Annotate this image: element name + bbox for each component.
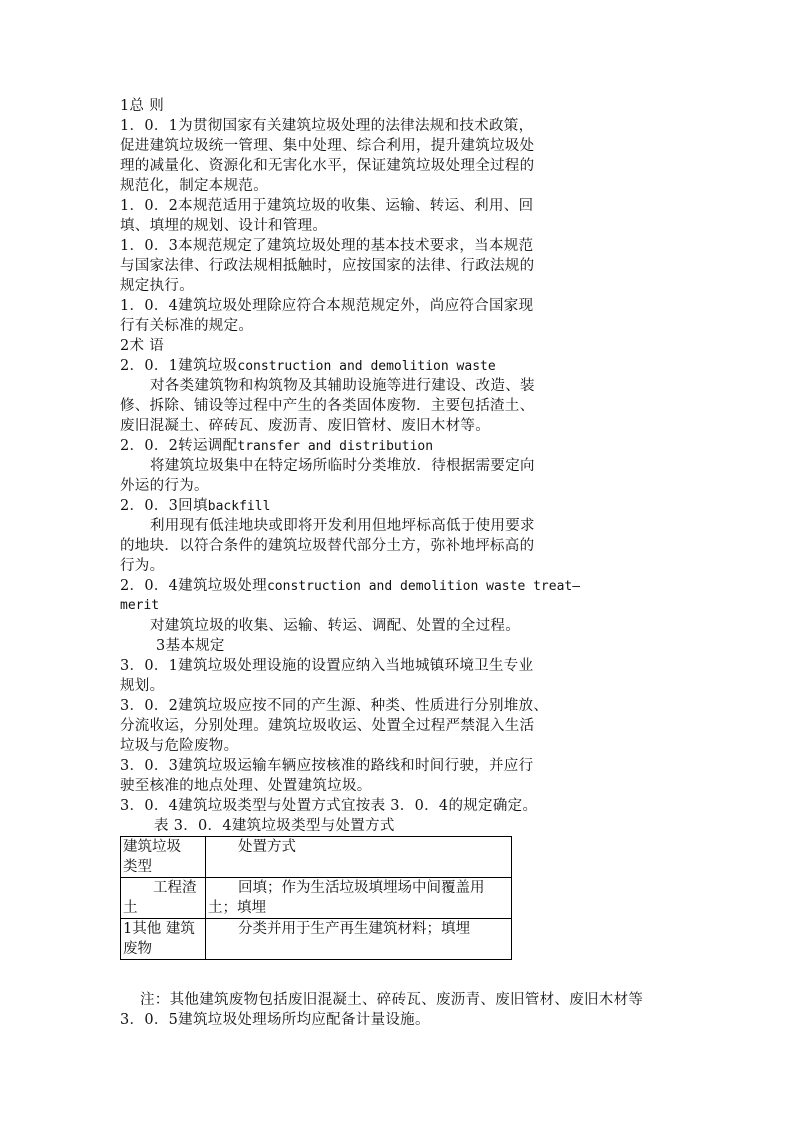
cell-text: 土；填埋 <box>208 900 266 916</box>
table-header-cell <box>206 837 512 878</box>
text-line: 驶至核准的地点处理、处置建筑垃圾。 <box>120 778 372 794</box>
clause-3-0-1: 3．0．1建筑垃圾处理设施的设置应纳入当地城镇环境卫生专业 <box>120 658 534 674</box>
table-cell <box>121 919 206 960</box>
term-def: 对建筑垃圾的收集、运输、转运、调配、处置的全过程。 <box>150 618 520 634</box>
table-cell <box>121 878 206 919</box>
text-line: 垃圾与危险废物。 <box>120 738 239 754</box>
clause-1-0-1: 1．0．1为贯彻国家有关建筑垃圾处理的法律法规和技术政策， <box>120 118 534 134</box>
clause-1-0-2: 1．0．2本规范适用于建筑垃圾的收集、运输、转运、利用、回 <box>120 198 534 214</box>
term-cn: 2．0．4建筑垃圾处理 <box>120 578 267 594</box>
text-line: 促进建筑垃圾统一管理、集中处理、综合利用，提升建筑垃圾处 <box>120 138 535 154</box>
clause-3-0-3: 3．0．3建筑垃圾运输车辆应按核准的路线和时间行驶，并应行 <box>120 758 534 774</box>
document-page <box>120 96 700 1030</box>
term-cn: 2．0．2转运调配 <box>120 438 238 454</box>
chapter-3-title: 3基本规定 <box>156 638 225 654</box>
term-def: 外运的行为。 <box>120 478 209 494</box>
term-en: transfer and distribution <box>237 439 434 454</box>
table-cell <box>206 919 512 960</box>
cell-text: 废物 <box>123 941 152 957</box>
chapter-2-title: 2术 语 <box>120 338 165 354</box>
cell-text: 工程渣 <box>153 880 197 896</box>
waste-type-table <box>120 836 512 960</box>
term-def: 利用现有低洼地块或即将开发利用但地坪标高低于使用要求 <box>150 518 535 534</box>
term-en: construction and demolition waste <box>237 359 496 374</box>
text-line: 规范化，制定本规范。 <box>120 178 268 194</box>
term-def: 将建筑垃圾集中在特定场所临时分类堆放．待根据需要定向 <box>150 458 535 474</box>
cell-text: 土 <box>123 900 138 916</box>
text-line: 填、填埋的规划、设计和管理。 <box>120 218 328 234</box>
header-text: 处置方式 <box>238 839 296 855</box>
clause-1-0-3: 1．0．3本规范规定了建筑垃圾处理的基本技术要求，当本规范 <box>120 238 534 254</box>
term-en-cont: merit <box>120 598 160 613</box>
term-2-0-4-head <box>120 576 700 596</box>
term-cn: 2．0．3回填 <box>120 498 208 514</box>
text-line: 行有关标准的规定。 <box>120 318 254 334</box>
term-def: 废旧混凝土、碎砖瓦、废沥青、废旧管材、废旧木材等。 <box>120 418 490 434</box>
clause-1-0-4: 1．0．4建筑垃圾处理除应符合本规范规定外，尚应符合国家现 <box>120 298 534 314</box>
term-def: 行为。 <box>120 558 165 574</box>
text-line: 分流收运，分别处理。建筑垃圾收运、处置全过程严禁混入生活 <box>120 718 535 734</box>
term-2-0-3-head <box>120 496 700 516</box>
clause-3-0-5: 3．0．5建筑垃圾处理场所均应配备计量设施。 <box>120 1012 430 1028</box>
text-line: 理的减量化、资源化和无害化水平，保证建筑垃圾处理全过程的 <box>120 158 535 174</box>
table-row <box>121 919 512 960</box>
term-en: backfill <box>207 499 271 514</box>
text-line: 规定执行。 <box>120 278 194 294</box>
text-line: 规划。 <box>120 678 165 694</box>
term-en: construction and demolition waste treat— <box>266 579 581 594</box>
cell-text: 分类并用于生产再生建筑材料；填埋 <box>238 921 470 937</box>
header-text: 类型 <box>123 859 152 875</box>
cell-text: 回填；作为生活垃圾填埋场中间覆盖用 <box>238 880 485 896</box>
term-def: 的地块．以符合条件的建筑垃圾替代部分土方，弥补地坪标高的 <box>120 538 535 554</box>
term-cn: 2．0．1建筑垃圾 <box>120 358 238 374</box>
term-def: 修、拆除、铺设等过程中产生的各类固体废物．主要包括渣土、 <box>120 398 535 414</box>
clause-3-0-4: 3．0．4建筑垃圾类型与处置方式宜按表 3．0．4的规定确定。 <box>120 798 538 814</box>
header-text: 建筑垃圾 <box>123 839 181 855</box>
term-2-0-2-head <box>120 436 700 456</box>
table-header-row <box>121 837 512 878</box>
text-line: 与国家法律、行政法规相抵触时，应按国家的法律、行政法规的 <box>120 258 535 274</box>
term-2-0-1-head <box>120 356 700 376</box>
table-note: 注：其他建筑废物包括废旧混凝土、碎砖瓦、废沥青、废旧管材、废旧木材等 <box>140 992 644 1008</box>
table-row <box>121 878 512 919</box>
table-cell <box>206 878 512 919</box>
clause-3-0-2: 3．0．2建筑垃圾应按不同的产生源、种类、性质进行分别堆放、 <box>120 698 549 714</box>
term-def: 对各类建筑物和构筑物及其辅助设施等进行建设、改造、装 <box>150 378 535 394</box>
table-header-cell <box>121 837 206 878</box>
chapter-1-title: 1总 则 <box>120 98 165 114</box>
cell-text: 1其他 建筑 <box>123 921 195 937</box>
table-caption: 表 3．0．4建筑垃圾类型与处置方式 <box>154 818 395 834</box>
